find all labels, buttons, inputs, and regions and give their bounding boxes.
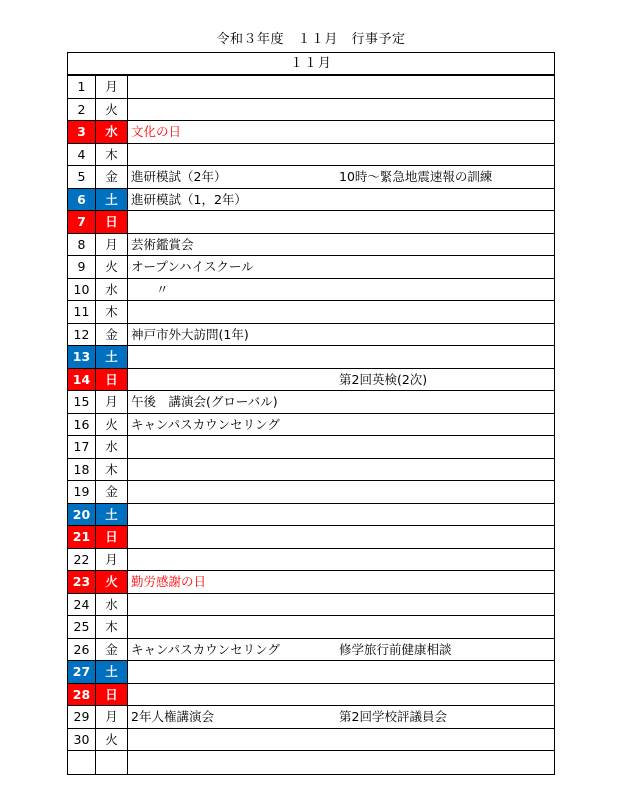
page-title: 令和３年度 １１月 行事予定 [216,32,406,47]
table-row [68,751,554,774]
date-cell: 1 [68,76,96,98]
weekday-cell: 火 [96,414,128,436]
event-cell [128,144,554,166]
date-cell: 24 [68,594,96,616]
table-row [68,616,554,639]
table-row [68,459,554,482]
date-cell: 4 [68,144,96,166]
date-cell: 8 [68,234,96,256]
event-text: オープンハイスクール [131,259,254,274]
date-cell: 26 [68,639,96,661]
weekday-cell: 火 [96,571,128,593]
weekday-cell: 土 [96,189,128,211]
table-row [68,121,554,144]
weekday-cell: 木 [96,459,128,481]
date-cell: 14 [68,369,96,391]
event-cell [128,166,554,188]
event-text: 進研模試（2年） [131,169,227,184]
date-cell: 25 [68,616,96,638]
event-cell [128,751,554,774]
weekday-cell: 金 [96,639,128,661]
weekday-cell: 日 [96,369,128,391]
event-text: 神戸市外大訪問(1年) [131,326,249,342]
date-cell: 7 [68,211,96,233]
event-cell [128,706,554,728]
date-cell: 5 [68,166,96,188]
date-cell: 27 [68,661,96,683]
event-cell [128,324,554,346]
event-cell [128,661,554,683]
weekday-cell: 火 [96,729,128,751]
date-cell: 9 [68,256,96,278]
date-cell: 12 [68,324,96,346]
weekday-cell: 月 [96,549,128,571]
event-cell [128,346,554,368]
weekday-cell: 金 [96,324,128,346]
table-row [68,279,554,302]
event-text: 〃 [131,281,169,297]
weekday-cell: 月 [96,391,128,413]
event-cell [128,189,554,211]
table-row [68,414,554,437]
weekday-cell: 木 [96,144,128,166]
weekday-cell: 水 [96,436,128,458]
date-cell: 22 [68,549,96,571]
table-row [68,76,554,99]
table-row [68,346,554,369]
table-row [68,684,554,707]
event-cell [128,301,554,323]
event-cell [128,526,554,548]
date-cell: 15 [68,391,96,413]
event-cell [128,414,554,436]
event-cell [128,391,554,413]
table-row [68,166,554,189]
month-header: １１月 [68,53,554,76]
table-row [68,594,554,617]
event-cell [128,256,554,278]
event-cell [128,234,554,256]
table-row [68,211,554,234]
table-row [68,234,554,257]
table-row [68,504,554,527]
event-cell [128,369,554,391]
weekday-cell: 水 [96,279,128,301]
weekday-cell: 水 [96,594,128,616]
date-cell: 16 [68,414,96,436]
event-text: 2年人権講演会 [131,709,214,724]
table-row [68,706,554,729]
table-row [68,481,554,504]
date-cell [68,751,96,774]
event-text: 勤労感謝の日 [131,574,207,589]
table-row [68,256,554,279]
weekday-cell: 日 [96,526,128,548]
weekday-cell: 日 [96,684,128,706]
event-text: 午後 講演会(グローバル) [131,394,278,409]
event-cell [128,571,554,593]
event-cell [128,279,554,301]
date-cell: 23 [68,571,96,593]
event-cell [128,99,554,121]
event-cell [128,481,554,503]
table-row [68,639,554,662]
table-row [68,526,554,549]
event-text: 芸術鑑賞会 [131,236,194,252]
table-row [68,661,554,684]
date-cell: 18 [68,459,96,481]
event-text: キャンパスカウンセリング [131,416,280,432]
weekday-cell: 土 [96,346,128,368]
event-note: 10時～緊急地震速報の訓練 [339,169,493,184]
table-row [68,571,554,594]
date-cell: 29 [68,706,96,728]
date-cell: 3 [68,121,96,143]
weekday-cell: 木 [96,616,128,638]
event-note: 修学旅行前健康相談 [339,641,452,657]
event-note: 第2回学校評議員会 [339,709,447,724]
weekday-cell: 火 [96,256,128,278]
event-text: 文化の日 [131,124,182,139]
event-cell [128,549,554,571]
table-row [68,189,554,212]
date-cell: 19 [68,481,96,503]
weekday-cell: 金 [96,166,128,188]
weekday-cell: 月 [96,76,128,98]
event-cell [128,76,554,98]
weekday-cell [96,751,128,774]
date-cell: 28 [68,684,96,706]
weekday-cell: 日 [96,211,128,233]
date-cell: 13 [68,346,96,368]
table-row [68,549,554,572]
event-cell [128,594,554,616]
table-row [68,324,554,347]
table-row [68,99,554,122]
weekday-cell: 木 [96,301,128,323]
date-cell: 2 [68,99,96,121]
weekday-cell: 月 [96,234,128,256]
event-note: 第2回英検(2次) [339,371,428,387]
weekday-cell: 土 [96,504,128,526]
date-cell: 21 [68,526,96,548]
table-row [68,391,554,414]
date-cell: 11 [68,301,96,323]
schedule-table [67,52,555,775]
event-cell [128,684,554,706]
event-cell [128,729,554,751]
event-text: 進研模試（1，2年） [131,191,247,207]
weekday-cell: 月 [96,706,128,728]
schedule-rows [68,76,554,774]
event-cell [128,504,554,526]
weekday-cell: 火 [96,99,128,121]
event-cell [128,639,554,661]
date-cell: 30 [68,729,96,751]
weekday-cell: 水 [96,121,128,143]
event-cell [128,121,554,143]
table-row [68,436,554,459]
table-row [68,369,554,392]
event-cell [128,211,554,233]
date-cell: 20 [68,504,96,526]
weekday-cell: 土 [96,661,128,683]
event-text: キャンパスカウンセリング [131,641,280,657]
date-cell: 10 [68,279,96,301]
weekday-cell: 金 [96,481,128,503]
event-cell [128,436,554,458]
event-cell [128,616,554,638]
date-cell: 6 [68,189,96,211]
event-cell [128,459,554,481]
table-row [68,144,554,167]
table-row [68,729,554,752]
date-cell: 17 [68,436,96,458]
table-row [68,301,554,324]
